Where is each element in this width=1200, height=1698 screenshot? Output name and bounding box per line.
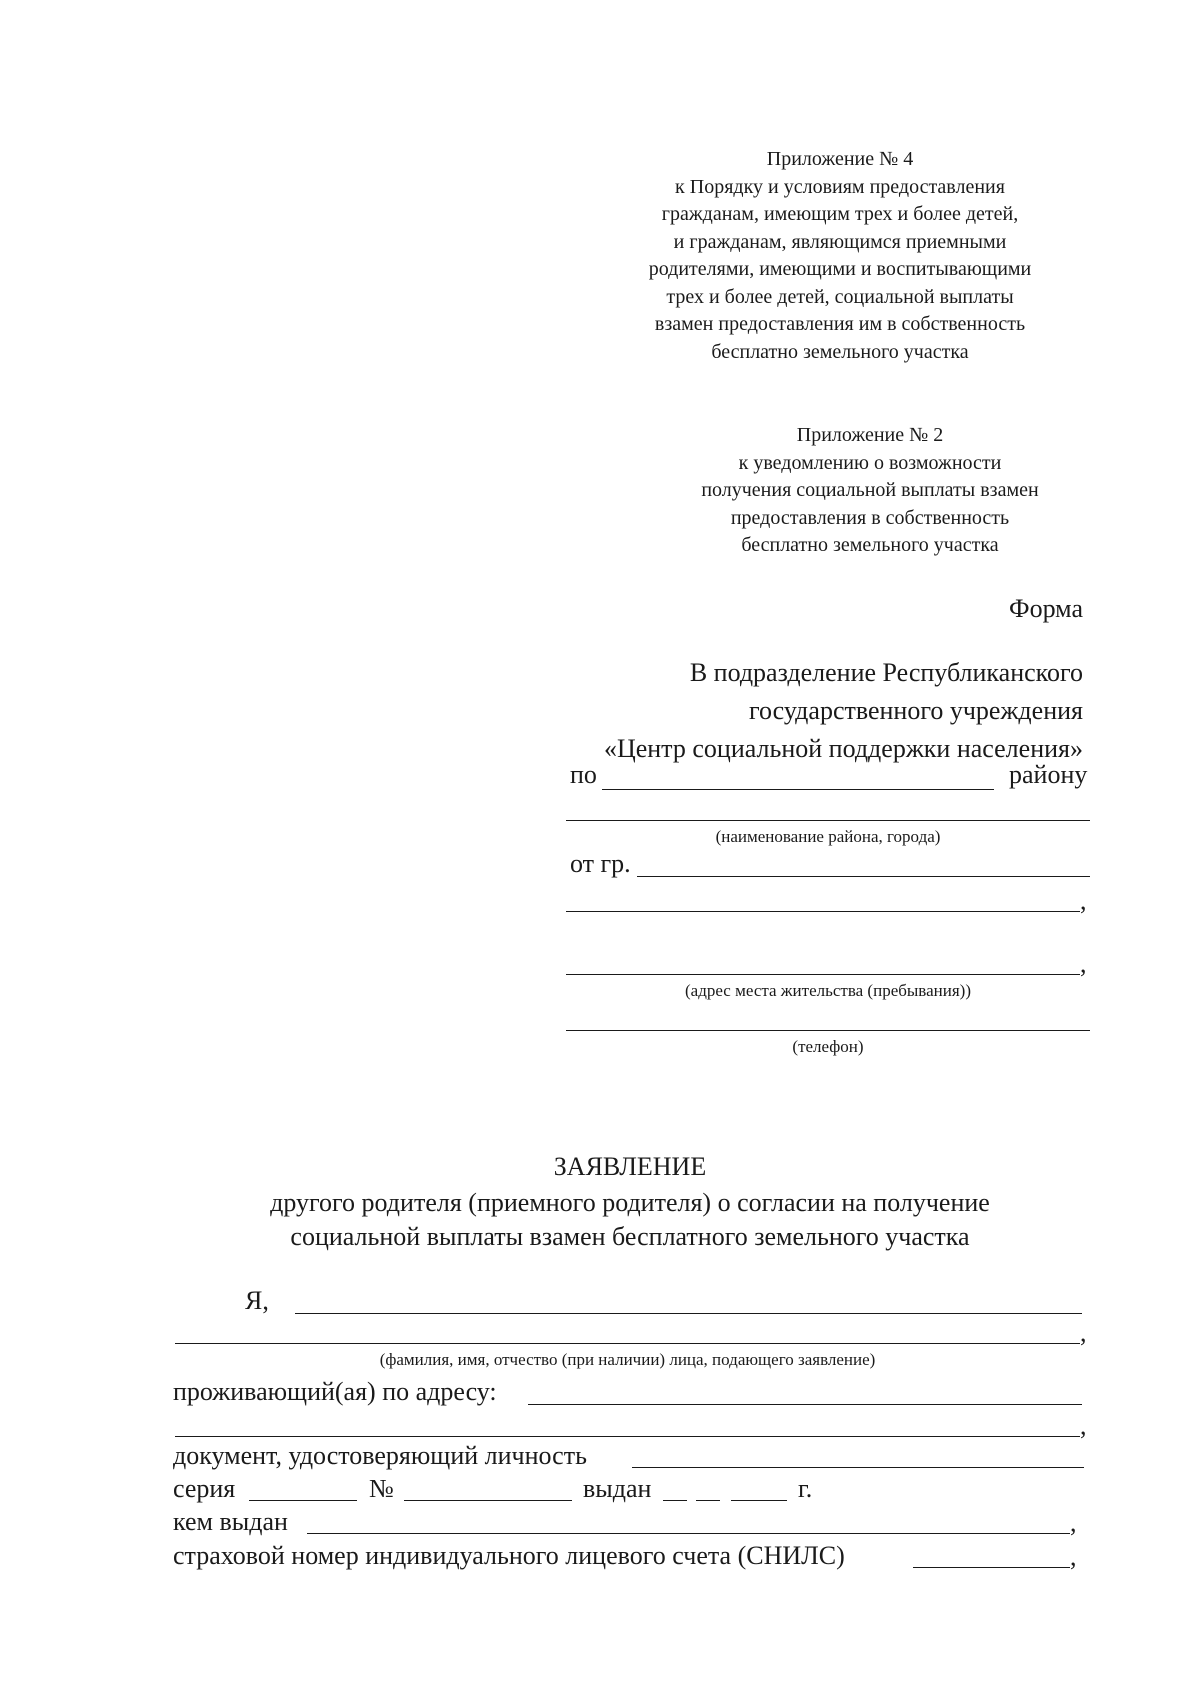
phone-caption: (телефон) [792, 1037, 864, 1056]
number-sign-label: № [369, 1474, 394, 1503]
addressee-block [558, 654, 1083, 768]
appendix-2-line: к уведомлению о возможности [738, 451, 1002, 474]
appendix-4-line: взамен предоставления им в собственность [654, 313, 1026, 335]
residence-address-field[interactable] [528, 1404, 1082, 1405]
comma: , [1070, 1542, 1077, 1571]
ya-label: Я, [245, 1286, 269, 1315]
snils-field[interactable] [913, 1567, 1070, 1568]
appendix-4-line: бесплатно земельного участка [711, 340, 969, 363]
issue-day-field[interactable] [663, 1500, 687, 1501]
residing-label: проживающий(ая) по адресу: [173, 1377, 497, 1406]
citizen-name-field-2[interactable] [566, 911, 1080, 912]
snils-label: страховой номер индивидуального лицевого счета (СНИЛС) [173, 1541, 845, 1570]
applicant-name-field[interactable] [295, 1313, 1082, 1314]
comma: , [1080, 1411, 1087, 1440]
id-document-label: документ, удостоверяющий личность [173, 1441, 587, 1470]
form-label: Форма [1009, 594, 1083, 623]
address-caption: (адрес места жительства (пребывания)) [684, 981, 971, 1000]
appendix-2-header [660, 422, 1080, 560]
appendix-4-header [610, 146, 1070, 366]
series-label: серия [173, 1474, 236, 1503]
district-city-field[interactable] [566, 820, 1090, 821]
comma: , [1080, 1318, 1087, 1347]
series-field[interactable] [249, 1500, 357, 1501]
appendix-4-line: трех и более детей, социальной выплаты [666, 285, 1014, 308]
district-caption: (наименование района, города) [715, 827, 941, 846]
appendix-4-line: и гражданам, являющимся приемными [673, 230, 1007, 253]
addressee-line-2: государственного учреждения [748, 696, 1083, 725]
id-document-field[interactable] [632, 1467, 1084, 1468]
issue-year-field[interactable] [731, 1500, 787, 1501]
issue-month-field[interactable] [696, 1500, 720, 1501]
comma: , [1070, 1508, 1077, 1537]
rayonu-label: району [1009, 760, 1088, 789]
applicant-name-caption: (фамилия, имя, отчество (при наличии) лица, подающего заявление) [379, 1350, 876, 1369]
appendix-4-line: родителями, имеющими и воспитывающими [648, 258, 1032, 280]
appendix-4-line: гражданам, имеющим трех и более детей, [661, 203, 1019, 225]
statement-title: ЗАЯВЛЕНИЕ [553, 1152, 707, 1181]
number-field[interactable] [404, 1500, 572, 1501]
issued-by-field[interactable] [307, 1533, 1070, 1534]
appendix-2-line: бесплатно земельного участка [741, 534, 999, 556]
statement-subtitle-2: социальной выплаты взамен бесплатного земельного участка [290, 1222, 970, 1251]
addressee-line-1: В подразделение Республиканского [689, 658, 1083, 687]
citizen-name-field[interactable] [637, 876, 1090, 877]
year-suffix-label: г. [798, 1474, 813, 1503]
appendix-4-line: Приложение № 4 [766, 148, 914, 170]
comma: , [1080, 886, 1087, 915]
comma: , [1080, 949, 1087, 978]
from-citizen-label: от гр. [570, 849, 631, 878]
applicant-name-field-2[interactable] [175, 1343, 1080, 1344]
residence-address-field-2[interactable] [175, 1436, 1080, 1437]
appendix-2-line: получения социальной выплаты взамен [701, 479, 1039, 501]
addressee-line-3: «Центр социальной поддержки населения» [603, 734, 1083, 763]
issued-by-label: кем выдан [173, 1507, 288, 1536]
appendix-2-line: Приложение № 2 [796, 424, 944, 446]
phone-field[interactable] [566, 1030, 1090, 1031]
statement-subtitle-1: другого родителя (приемного родителя) о согласии на получение [270, 1188, 990, 1217]
issued-label: выдан [583, 1474, 652, 1503]
address-field[interactable] [566, 974, 1080, 975]
appendix-4-line: к Порядку и условиям предоставления [675, 175, 1005, 198]
district-name-field[interactable] [602, 789, 994, 790]
appendix-2-line: предоставления в собственность [730, 506, 1010, 529]
po-label: по [570, 760, 597, 789]
